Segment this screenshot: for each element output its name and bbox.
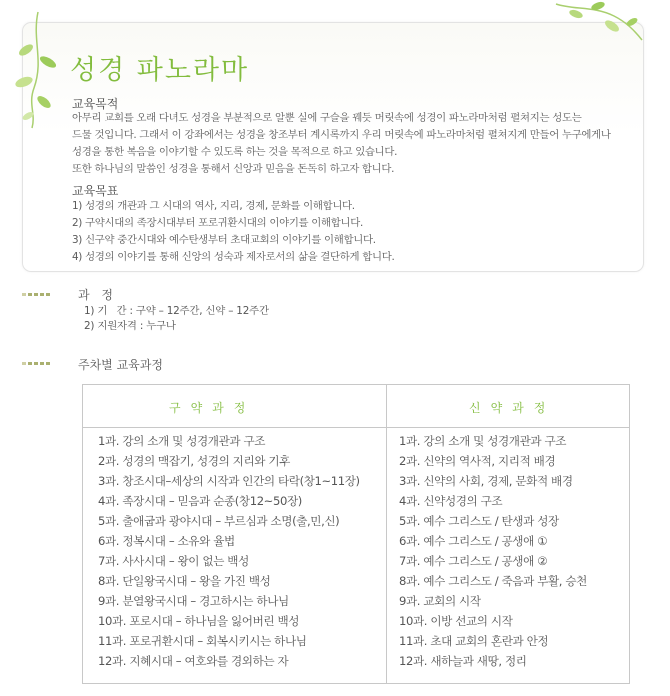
list-item: 3과. 창조시대–세상의 시작과 인간의 타락(창1~11장) [98, 474, 360, 488]
list-item: 7과. 사사시대 – 왕이 없는 백성 [98, 554, 249, 568]
old-testament-list [98, 431, 360, 671]
list-item: 1과. 강의 소개 및 성경개관과 구조 [98, 434, 266, 448]
bullet-dots-icon [22, 293, 50, 296]
old-testament-header: 구약과정 [169, 401, 256, 415]
list-item: 7과. 예수 그리스도 / 공생애 ② [399, 554, 548, 568]
vine-decoration-left [8, 10, 78, 130]
goal-item: 2) 구약시대의 족장시대부터 포로귀환시대의 이야기를 이해합니다. [72, 217, 363, 229]
list-item: 2과. 성경의 맥잡기, 성경의 지리와 기후 [98, 454, 290, 468]
list-item: 11과. 초대 교회의 혼란과 안정 [399, 634, 549, 648]
purpose-line: 또한 하나님의 말씀인 성경을 통해서 신앙과 믿음을 돈독히 하고자 합니다. [72, 163, 395, 175]
list-item: 9과. 교회의 시작 [399, 594, 481, 608]
page-title: 성경 파노라마 [70, 55, 250, 86]
course-item: 1) 기 간 : 구약 – 12주간, 신약 – 12주간 [84, 305, 269, 317]
new-testament-header: 신약과정 [469, 401, 556, 415]
list-item: 6과. 예수 그리스도 / 공생애 ① [399, 534, 548, 548]
list-item: 3과. 신약의 사회, 경제, 문화적 배경 [399, 474, 573, 488]
list-item: 4과. 족장시대 – 믿음과 순종(창12~50장) [98, 494, 302, 508]
purpose-line: 성경을 통한 복음을 이야기할 수 있도록 하는 것을 목적으로 하고 있습니다. [72, 146, 398, 158]
bullet-dots-icon [22, 362, 50, 365]
list-item: 5과. 출애굽과 광야시대 – 부르심과 소명(출,민,신) [98, 514, 340, 528]
header-divider [83, 427, 629, 428]
list-item: 4과. 신약성경의 구조 [399, 494, 503, 508]
list-item: 6과. 정복시대 – 소유와 율법 [98, 534, 235, 548]
list-item: 2과. 신약의 역사적, 지리적 배경 [399, 454, 556, 468]
new-testament-list [399, 431, 587, 671]
course-info [84, 304, 269, 334]
goal-item: 4) 성경의 이야기를 통해 신앙의 성숙과 제자로서의 삶을 결단하게 합니다. [72, 251, 395, 263]
list-item: 10과. 이방 선교의 시작 [399, 614, 513, 628]
column-divider [386, 385, 387, 683]
goal-item: 1) 성경의 개관과 그 시대의 역사, 지리, 경제, 문화를 이해합니다. [72, 200, 355, 212]
list-item: 9과. 분열왕국시대 – 경고하시는 하나님 [98, 594, 289, 608]
goals-list [72, 198, 632, 266]
curriculum-heading: 주차별 교육과정 [78, 358, 163, 372]
list-item: 8과. 예수 그리스도 / 죽음과 부활, 승천 [399, 574, 587, 588]
purpose-text [72, 110, 632, 178]
course-heading: 과 정 [78, 288, 117, 302]
vine-decoration-right [554, 0, 644, 45]
list-item: 10과. 포로시대 – 하나님을 잃어버린 백성 [98, 614, 300, 628]
goal-item: 3) 신구약 중간시대와 예수탄생부터 초대교회의 이야기를 이해합니다. [72, 234, 376, 246]
list-item: 11과. 포로귀환시대 – 회복시키시는 하나님 [98, 634, 307, 648]
goals-heading: 교육목표 [72, 184, 119, 198]
list-item: 1과. 강의 소개 및 성경개관과 구조 [399, 434, 567, 448]
list-item: 5과. 예수 그리스도 / 탄생과 성장 [399, 514, 559, 528]
purpose-line: 아무리 교회를 오래 다녀도 성경을 부분적으로 알뿐 실에 구슬을 꿰듯 머릿속에 성경이 파노라마처럼 펼쳐지는 성도는 [72, 112, 582, 124]
curriculum-table [82, 384, 630, 684]
list-item: 12과. 새하늘과 새땅, 정리 [399, 654, 527, 668]
purpose-line: 드물 것입니다. 그래서 이 강좌에서는 성경을 창조부터 계시록까지 우리 머릿속에 파노라마처럼 펼쳐지게 만들어 누구에게나 [72, 129, 611, 141]
list-item: 12과. 지혜시대 – 여호와를 경외하는 자 [98, 654, 289, 668]
course-item: 2) 지원자격 : 누구나 [84, 320, 176, 332]
purpose-heading: 교육목적 [72, 97, 119, 111]
list-item: 8과. 단일왕국시대 – 왕을 가진 백성 [98, 574, 271, 588]
